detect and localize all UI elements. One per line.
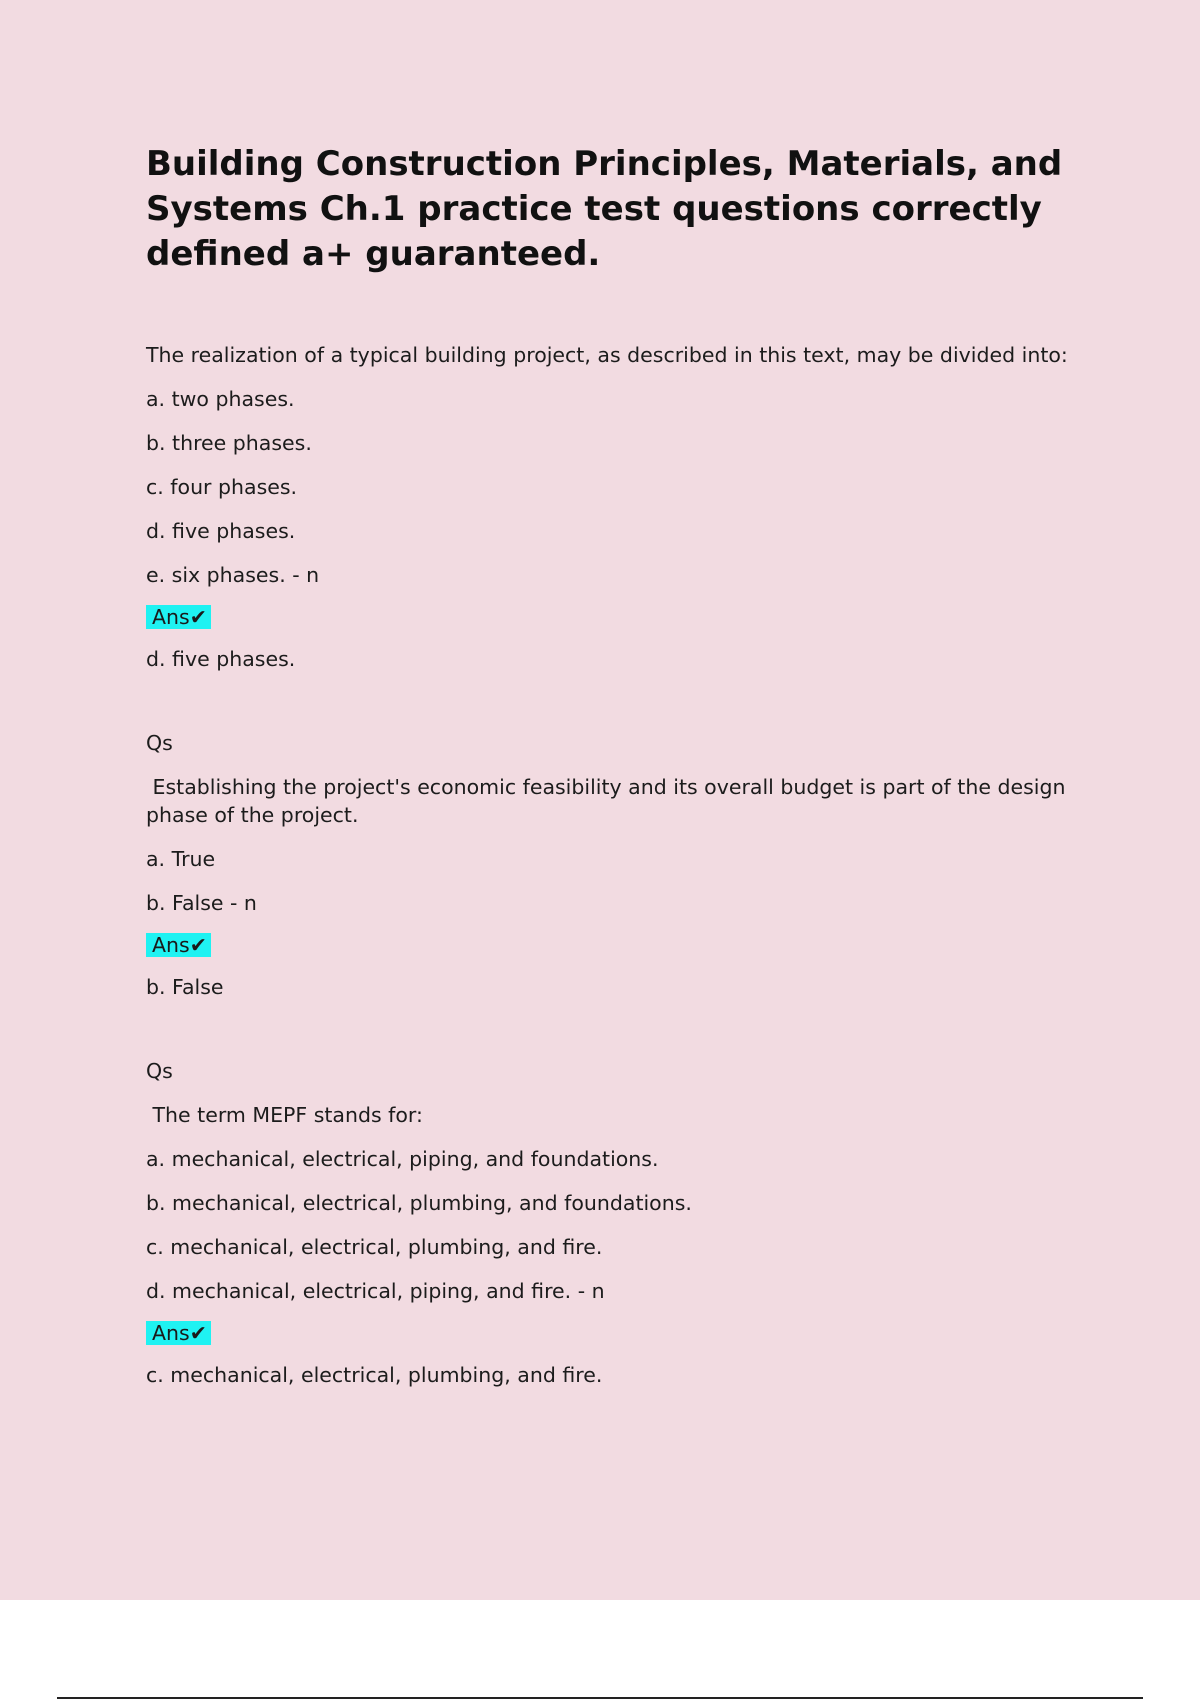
answer-badge-row bbox=[146, 605, 1096, 633]
answer-option: a. mechanical, electrical, piping, and foundations. bbox=[146, 1147, 659, 1171]
correct-answer: b. False bbox=[146, 975, 224, 999]
answer-option: d. mechanical, electrical, piping, and fire. - n bbox=[146, 1279, 605, 1303]
answer-option: b. False - n bbox=[146, 891, 257, 915]
correct-answer: c. mechanical, electrical, plumbing, and fire. bbox=[146, 1363, 603, 1387]
answer-option: b. three phases. bbox=[146, 431, 312, 455]
answer-option: c. four phases. bbox=[146, 475, 298, 499]
question-prompt: The term MEPF stands for: bbox=[146, 1103, 423, 1127]
question-prompt: Establishing the project's economic feasibility and its overall budget is part of the design phase of the project. bbox=[146, 775, 1072, 827]
question-label: Qs bbox=[146, 1059, 173, 1083]
question-block-2 bbox=[146, 729, 1096, 1001]
answer-option: a. two phases. bbox=[146, 387, 295, 411]
footer-divider bbox=[57, 1697, 1143, 1699]
answer-badge: Ans✔ bbox=[146, 933, 211, 957]
question-label: Qs bbox=[146, 731, 173, 755]
answer-option: e. six phases. - n bbox=[146, 563, 320, 587]
answer-option: a. True bbox=[146, 847, 216, 871]
answer-badge: Ans✔ bbox=[146, 605, 211, 629]
answer-option: b. mechanical, electrical, plumbing, and foundations. bbox=[146, 1191, 692, 1215]
document-title: Building Construction Principles, Materials, and Systems Ch.1 practice test questions correctly defined a+ guaranteed. bbox=[146, 144, 1063, 274]
answer-option: d. five phases. bbox=[146, 519, 296, 543]
answer-badge-row bbox=[146, 1321, 1096, 1349]
answer-badge: Ans✔ bbox=[146, 1321, 211, 1345]
correct-answer: d. five phases. bbox=[146, 647, 296, 671]
answer-option: c. mechanical, electrical, plumbing, and fire. bbox=[146, 1235, 603, 1259]
question-prompt: The realization of a typical building project, as described in this text, may be divided into: bbox=[146, 343, 1068, 367]
question-block-1 bbox=[146, 341, 1096, 673]
document-body bbox=[146, 142, 1096, 1405]
answer-badge-row bbox=[146, 933, 1096, 961]
question-block-3 bbox=[146, 1057, 1096, 1389]
